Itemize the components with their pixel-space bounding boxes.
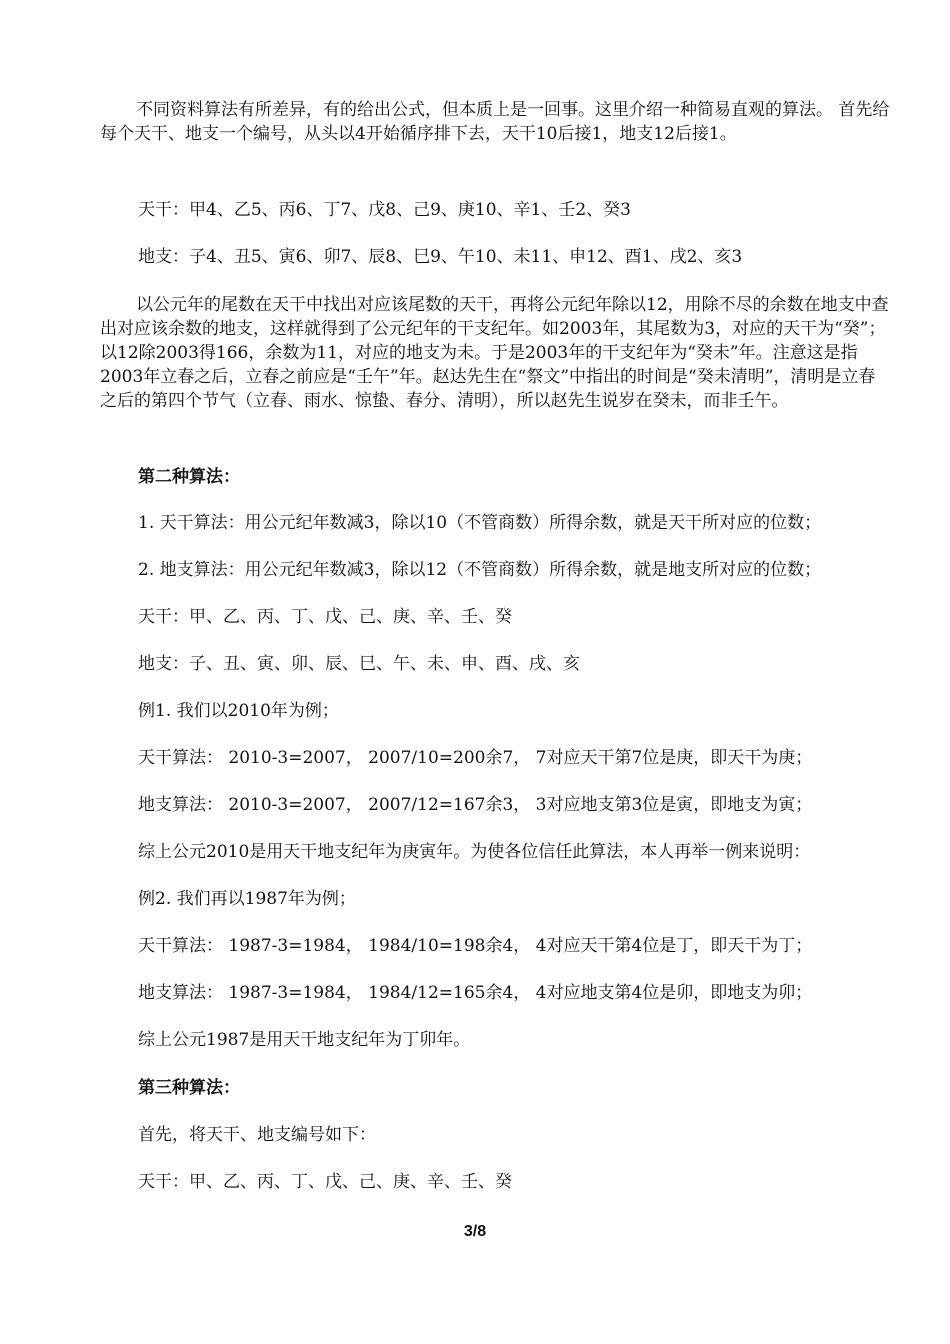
method2-step2: 2. 地支算法：用公元纪年数减3，除以12（不管商数）所得余数，就是地支所对应的位数； <box>138 560 822 580</box>
tiangan-numbered-line: 天干：甲4、乙5、丙6、丁7、戊8、己9、庚10、辛1、壬2、癸3 <box>138 200 631 220</box>
method2-heading: 第二种算法： <box>138 467 240 487</box>
method3-tiangan: 天干：甲、乙、丙、丁、戊、己、庚、辛、壬、癸 <box>138 1172 512 1192</box>
dizhi-numbered-line: 地支：子4、丑5、寅6、卯7、辰8、巳9、午10、未11、申12、酉1、戌2、亥3 <box>138 247 743 267</box>
tiangan-list-line: 天干：甲、乙、丙、丁、戊、己、庚、辛、壬、癸 <box>138 607 512 627</box>
dizhi-list-line: 地支：子、丑、寅、卯、辰、巳、午、未、申、酉、戌、亥 <box>138 654 580 674</box>
page-number: 3/8 <box>463 1223 487 1240</box>
method3-intro: 首先，将天干、地支编号如下： <box>138 1125 376 1145</box>
example2-dizhi: 地支算法： 1987-3=1984， 1984/12=165余4， 4对应地支第4位是卯，即地支为卯； <box>138 983 813 1003</box>
example1-title: 例1. 我们以2010年为例； <box>138 701 339 721</box>
method3-heading: 第三种算法： <box>138 1078 240 1098</box>
example2-summary: 综上公元1987是用天干地支纪年为丁卯年。 <box>138 1030 471 1050</box>
intro-paragraph: 不同资料算法有所差异，有的给出公式，但本质上是一回事。这里介绍一种简易直观的算法。 首先给每个天干、地支一个编号，从头以4开始循序排下去，天干10后接1，地支12后接1。 <box>100 100 890 144</box>
example1-dizhi: 地支算法： 2010-3=2007， 2007/12=167余3， 3对应地支第3位是寅，即地支为寅； <box>138 795 813 815</box>
example2-title: 例2. 我们再以1987年为例； <box>138 889 356 909</box>
example1-summary: 综上公元2010是用天干地支纪年为庚寅年。为使各位信任此算法，本人再举一例来说明： <box>138 842 811 862</box>
example1-tiangan: 天干算法： 2010-3=2007， 2007/10=200余7， 7对应天干第7位是庚，即天干为庚； <box>138 748 813 768</box>
method-explain-paragraph: 以公元年的尾数在天干中找出对应该尾数的天干，再将公元纪年除以12，用除不尽的余数在地支中查出对应该余数的地支，这样就得到了公元纪年的干支纪年。如2003年，其尾数为3，对应的天干为“癸”；以12除2003得166，余数为11，对应的地支为未。于是2003年的干支纪年为“癸未”年。注意这是指2003年立春之后，立春之前应是“壬午”年。赵达先生在“祭文”中指出的时间是“癸未清明”，清明是立春之后的第四个节气（立春、雨水、惊蛰、春分、清明），所以赵先生说岁在癸未，而非壬午。 <box>100 295 889 411</box>
example2-tiangan: 天干算法： 1987-3=1984， 1984/10=198余4， 4对应天干第4位是丁，即天干为丁； <box>138 936 813 956</box>
method2-step1: 1. 天干算法：用公元纪年数减3，除以10（不管商数）所得余数，就是天干所对应的位数； <box>138 513 822 533</box>
